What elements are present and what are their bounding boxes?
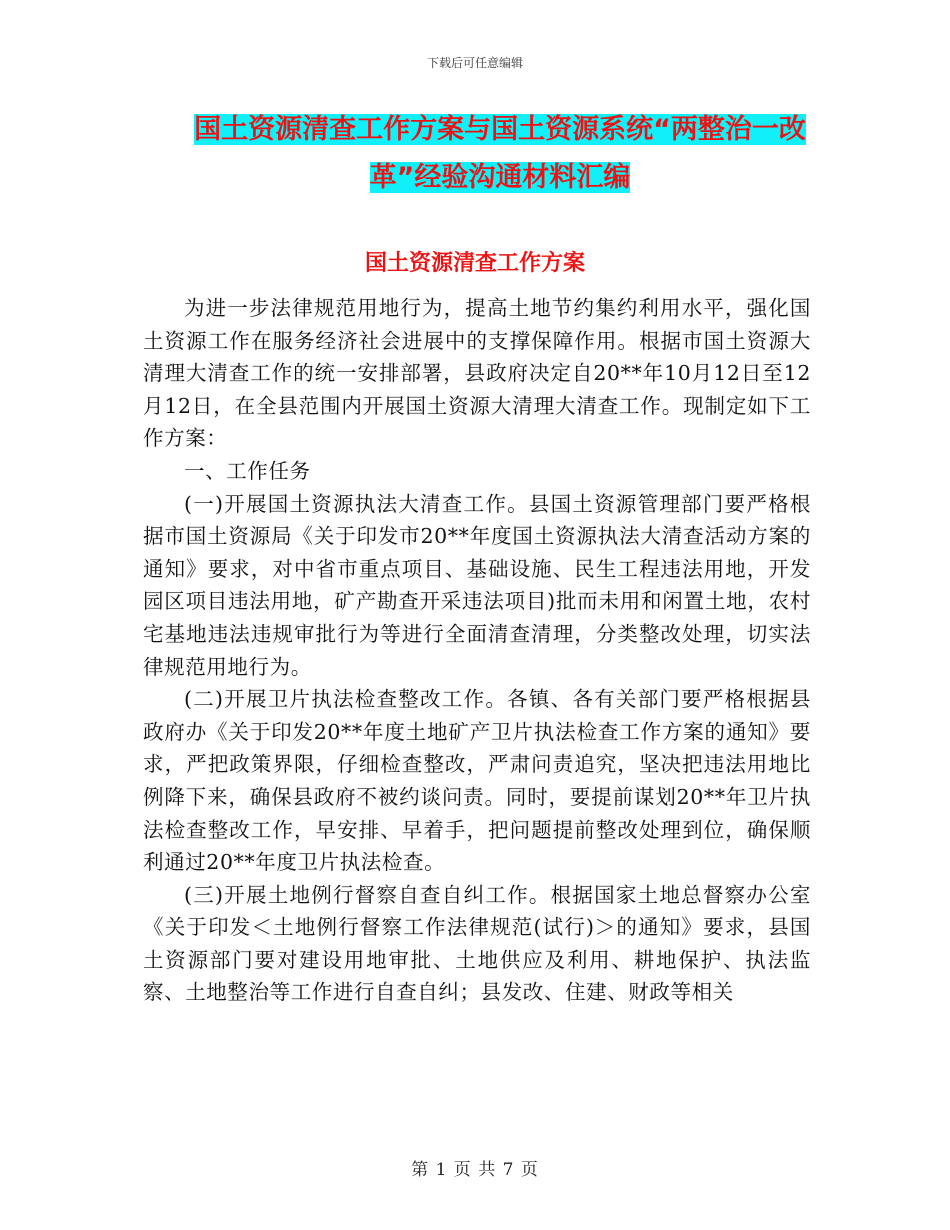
page-number-footer: 第 1 页 共 7 页 xyxy=(411,1160,539,1180)
body-text xyxy=(143,292,811,1009)
header-note: 下载后可任意编辑 xyxy=(426,56,523,70)
paragraph-task-2: (二)开展卫片执法检查整改工作。各镇、各有关部门要严格根据县政府办《关于印发20**年度土地矿产卫片执法检查工作方案的通知》要求，严把政策界限，仔细检查整改，严肃问责追究，坚决把违法用地比例降下来，确保县政府不被约谈问责。同时，要提前谋划20**年卫片执法检查整改工作，早安排、早着手，把问题提前整改处理到位，确保顺利通过20**年度卫片执法检查。 xyxy=(143,687,811,875)
paragraph-intro: 为进一步法律规范用地行为，提高土地节约集约利用水平，强化国土资源工作在服务经济社会进展中的支撑保障作用。根据市国土资源大清理大清查工作的统一安排部署，县政府决定自20**年10月12日至12月12日，在全县范围内开展国土资源大清理大清查工作。现制定如下工作方案： xyxy=(143,296,811,451)
title-line-2-text: 革”经验沟通材料汇编 xyxy=(369,162,631,193)
paragraph-task-3: (三)开展土地例行督察自查自纠工作。根据国家土地总督察办公室《关于印发＜土地例行督察工作法律规范(试行)＞的通知》要求，县国土资源部门要对建设用地审批、土地供应及利用、耕地保护、执法监察、土地整治等工作进行自查自纠；县发改、住建、财政等相关 xyxy=(143,882,811,1005)
paragraph-heading-tasks: 一、工作任务 xyxy=(184,458,311,483)
title-line-1-text: 国土资源清查工作方案与国土资源系统“两整治一改 xyxy=(194,114,806,145)
title-line-1 xyxy=(140,106,860,154)
document-title xyxy=(140,106,860,202)
section-title: 国土资源清查工作方案 xyxy=(364,251,585,276)
paragraph-task-1: (一)开展国土资源执法大清查工作。县国土资源管理部门要严格根据市国土资源局《关于印发市20**年度国土资源执法大清查活动方案的通知》要求，对中省市重点项目、基础设施、民生工程违法用地，开发园区项目违法用地，矿产勘查开采违法项目)批而未用和闲置土地，农村宅基地违法违规审批行为等进行全面清查清理，分类整改处理，切实法律规范用地行为。 xyxy=(143,491,811,679)
title-line-2 xyxy=(140,154,860,202)
